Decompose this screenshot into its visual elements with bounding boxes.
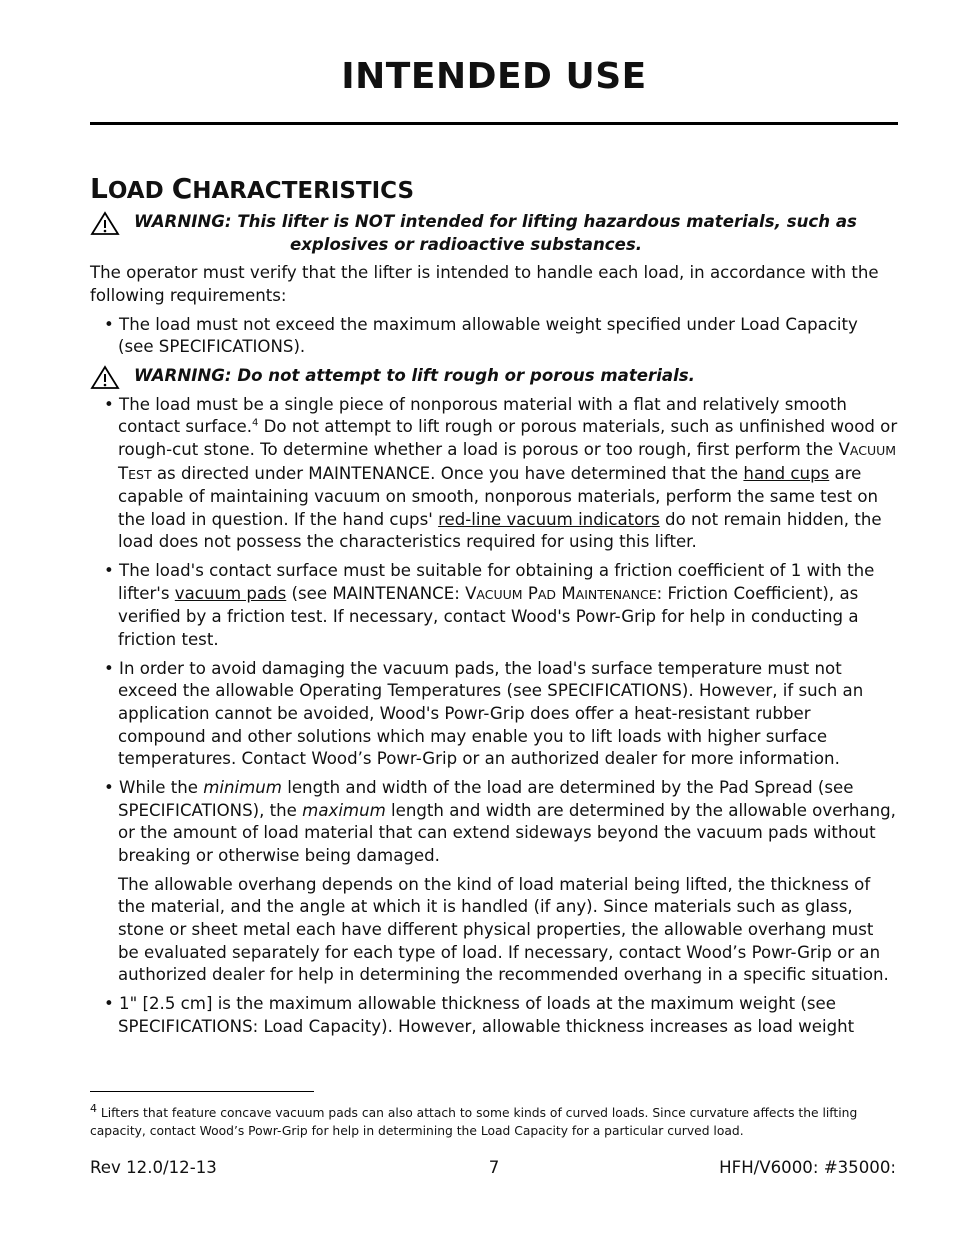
bullet-thickness: • 1" [2.5 cm] is the maximum allowable thickness of loads at the maximum weight (see SPECIFICATIONS: Load Capacity). However, allowable thickness increases as load weight xyxy=(104,994,855,1036)
bullet-nonporous: • The load must be a single piece of nonporous material with a flat and relatively smooth contact surface.$^4$ Do not attempt to lift rough or porous materials, such as unfinished wood or rough-cut stone. To determine whether a load is porous or too rough, first perform the VACUUM TEST as directed under MAINTENANCE. Once you have determined that the hand cups are capable of maintaining vacuum on smooth, nonporous materials, perform the same test on the load in question. If the hand cups' red-line vacuum indicators do not remain hidden, the load does not possess the characteristics required for using this lifter. xyxy=(104,394,898,552)
warning-triangle-icon xyxy=(90,365,120,390)
bullet-load-capacity: • The load must not exceed the maximum allowable weight specified under Load Capacity (see SPECIFICATIONS). xyxy=(104,314,858,357)
warning-text-line2: explosives or radioactive substances. xyxy=(289,234,643,254)
footer-page-number: 7 xyxy=(488,1158,500,1177)
footer-revision: Rev 12.0/12-13 xyxy=(90,1158,217,1177)
title-rule xyxy=(90,122,898,125)
warning-triangle-icon xyxy=(90,211,120,236)
footnote-ref: 4 xyxy=(251,417,259,429)
footnote-divider xyxy=(90,1091,314,1092)
vacuum-indicators-link[interactable]: red-line vacuum indicators xyxy=(438,509,660,529)
bullet-temperature: • In order to avoid damaging the vacuum pads, the load's surface temperature must not exceed the allowable Operating Temperatures (see SPECIFICATIONS). However, if such an application cannot be avoided, Wood's Powr-Grip does offer a heat-resistant rubber compound and other solutions which may enable you to lift loads with higher surface temperatures. Contact Wood’s Powr-Grip or an authorized dealer for more information. xyxy=(104,658,864,769)
page-title: INTENDED USE xyxy=(341,56,647,97)
footnote-text: Lifters that feature concave vacuum pads can also attach to some kinds of curved loads. Since curvature affects the lifting capacity, contact Wood’s Powr-Grip for help in determining the Load Capacity for a particular curved load. xyxy=(90,1106,858,1138)
bullet-friction: • The load's contact surface must be suitable for obtaining a friction coefficient of 1 with the lifter's vacuum pads (see MAINTENANCE: VACUUM PAD MAINTENANCE: Friction Coefficient), as verified by a friction test. If necessary, contact Wood's Powr-Grip for help in conducting a friction test. xyxy=(104,561,875,649)
intro-paragraph: The operator must verify that the lifter is intended to handle each load, in accordance with the following requirements: xyxy=(90,263,879,305)
warning-rough-porous xyxy=(90,365,898,388)
footer-model: HFH/V6000: #35000: xyxy=(719,1158,896,1177)
warning-hazardous xyxy=(90,211,898,256)
bullet-dimensions: • While the minimum length and width of the load are determined by the Pad Spread (see SPECIFICATIONS), the maximum length and width are determined by the allowable overhang, or the amount of load material that can extend sideways beyond the vacuum pads without breaking or otherwise being damaged. xyxy=(104,778,896,865)
footnote-number: 4 xyxy=(90,1101,97,1115)
warning-text-line1: WARNING: This lifter is NOT intended for lifting hazardous materials, such as xyxy=(134,212,857,231)
vacuum-pads-link[interactable]: vacuum pads xyxy=(174,583,287,603)
overhang-paragraph: The allowable overhang depends on the kind of load material being lifted, the thickness of the material, and the angle at which it is handled (if any). Since materials such as glass, stone or sheet metal each have different physical properties, the allowable overhang must be evaluated separately for each type of load. If necessary, contact Wood’s Powr-Grip or an authorized dealer for help in determining the recommended overhang in a specific situation. xyxy=(118,874,889,985)
warning-text: WARNING: Do not attempt to lift rough or porous materials. xyxy=(134,366,695,386)
section-heading: LOAD CHARACTERISTICS xyxy=(90,172,415,205)
footnote xyxy=(90,1101,898,1140)
hand-cups-link[interactable]: hand cups xyxy=(743,463,830,483)
content xyxy=(90,211,898,1045)
